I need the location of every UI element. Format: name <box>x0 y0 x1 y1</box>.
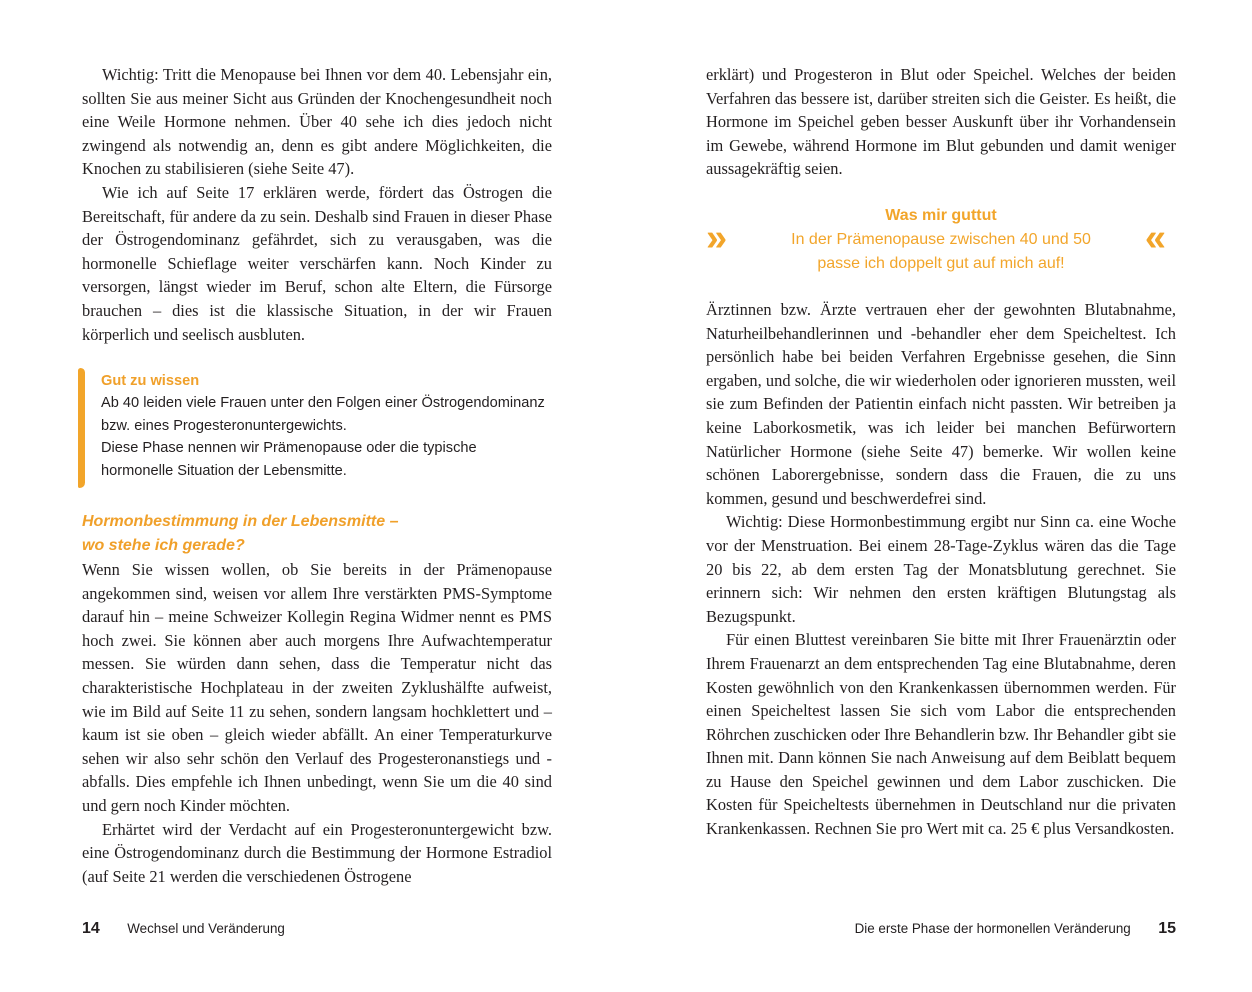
left-section-text <box>82 558 552 888</box>
right-paragraph-1: erklärt) und Progesteron in Blut oder Speichel. Welches der beiden Verfahren das bessere ist, darüber streiten sich die Geister. Es heißt, die Hormone im Speichel geben besser Auskunft über ihr Vorhandensein im Gewebe, während Hormone im Blut gebunden und damit weniger aussagekräftig seien. <box>706 65 1176 179</box>
left-paragraph-1: Wichtig: Tritt die Menopause bei Ihnen vor dem 40. Lebensjahr ein, sollten Sie aus meiner Sicht aus Gründen der Knochengesundheit noch eine Weile Hormone nehmen. Über 40 sehe ich dies jedoch nicht zwingend als notwendig an, denn es gibt andere Möglichkeiten, die Knochen zu stabilisieren (siehe Seite 47). <box>82 65 552 179</box>
close-quote-icon: « <box>1144 217 1166 259</box>
quote-line-2: passe ich doppelt gut auf mich auf! <box>817 255 1065 272</box>
left-page <box>82 0 552 992</box>
running-title-left: Wechsel und Veränderung <box>127 921 285 936</box>
infobox-label: Gut zu wissen <box>101 373 200 389</box>
left-intro-text <box>82 63 552 346</box>
subheading-line-1: Hormonbestimmung in der Lebensmitte – <box>82 513 399 530</box>
quote-label: Was mir guttut <box>885 207 997 224</box>
page-number-left: 14 <box>82 920 100 937</box>
quote-line-1: In der Prämenopause zwischen 40 und 50 <box>791 231 1091 248</box>
good-to-know-box <box>82 370 552 482</box>
page-number-right: 15 <box>1158 920 1176 937</box>
left-footer <box>82 918 285 940</box>
infobox-text-2: Diese Phase nennen wir Prämenopause oder die typische hormonelle Situation der Lebensmitte. <box>101 440 477 479</box>
left-paragraph-4: Erhärtet wird der Verdacht auf ein Progesteronuntergewicht bzw. eine Östrogendominanz durch die Bestimmung der Hormone Estradiol (auf Seite 21 werden die verschiedenen Östrogene <box>82 819 552 886</box>
left-paragraph-3: Wenn Sie wissen wollen, ob Sie bereits in der Prämenopause angekommen sind, weisen vor allem Ihre verstärkten PMS-Symptome darauf hin – meine Schweizer Kollegin Regina Widmer nennt es PMS hoch zwei. Sie können aber auch morgens Ihre Aufwachtemperatur messen. Sie würden dann sehen, dass die Temperatur nicht das charakteristische Hochplateau in der zweiten Zyklushälfte aufweist, wie im Bild auf Seite 11 zu sehen, sondern langsam hochklettert und – kaum ist sie oben – gleich wieder abfällt. An einer Temperaturkurve sehen wir also sehr schön den Verlauf des Progesteronanstiegs und -abfalls. Dies empfehle ich Ihnen unbedingt, wenn Sie um die 40 sind und gern noch Kinder möchten. <box>82 560 552 815</box>
right-page <box>706 0 1176 992</box>
left-paragraph-2: Wie ich auf Seite 17 erklären werde, fördert das Östrogen die Bereitschaft, für andere da zu sein. Deshalb sind Frauen in dieser Phase der Östrogendominanz gefährdet, sich zu verausgaben, was die hormonelle Schieflage weiter verschärfen kann. Noch Kinder zu versorgen, längst wieder im Beruf, schon alte Eltern, die Fürsorge brauchen – dies ist die klassische Situation, in der wir Frauen körperlich und seelisch ausbluten. <box>82 182 552 344</box>
right-paragraph-2: Ärztinnen bzw. Ärzte vertrauen eher der gewohnten Blutabnahme, Naturheilbehandlerinnen und -behandler eher dem Speicheltest. Ich persönlich habe bei beiden Verfahren Ergebnisse gesehen, die Sinn ergaben, und solche, die wir wiederholen oder ignorieren mussten, weil sie zum Befinden der Patientin einfach nicht passten. Wir betreiben ja keine Laborkosmetik, was ich leider bei manchen Befürwortern Natürlicher Hormone (siehe Seite 47) bemerke. Wir wollen keine schönen Laborergebnisse, sondern dass die Frauen, die zu uns kommen, gesund und beschwerdefrei sind. <box>706 300 1176 508</box>
quote-box <box>706 204 1176 280</box>
accent-brush-bar <box>78 368 85 488</box>
subheading-line-2: wo stehe ich gerade? <box>82 537 245 554</box>
section-subheading <box>82 510 552 558</box>
right-intro-text <box>706 63 1176 181</box>
right-footer <box>855 918 1176 940</box>
right-paragraph-4: Für einen Bluttest vereinbaren Sie bitte mit Ihrer Frauenärztin oder Ihrem Frauenarzt an dem entsprechenden Tag eine Blutabnahme, deren Kosten gewöhnlich von den Krankenkassen übernommen werden. Für einen Speicheltest lassen Sie sich vom Labor die entsprechenden Röhrchen zuschicken oder Ihre Behandlerin bzw. Ihr Behandler gibt sie Ihnen mit. Dann können Sie nach Anweisung auf dem Beiblatt bequem zu Hause den Speichel gewinnen und dem Labor zuschicken. Die Kosten für Speicheltests übernehmen in Deutschland nur die privaten Krankenkassen. Rechnen Sie pro Wert mit ca. 25 € plus Versandkosten. <box>706 630 1176 839</box>
infobox-text-1: Ab 40 leiden viele Frauen unter den Folgen einer Östrogendominanz bzw. eines Progesteronuntergewichts. <box>101 395 545 434</box>
right-paragraph-3: Wichtig: Diese Hormonbestimmung ergibt nur Sinn ca. eine Woche vor der Menstruation. Bei einem 28-Tage-Zyklus wären das die Tage 20 bis 22, ab dem ersten Tag der Monatsblutung gerechnet. Sie erinnern sich: Wir nehmen den ersten kräftigen Blutungstag als Bezugspunkt. <box>706 512 1176 626</box>
right-section-text <box>706 298 1176 841</box>
running-title-right: Die erste Phase der hormonellen Veränderung <box>854 921 1131 936</box>
open-quote-icon: » <box>706 217 728 259</box>
